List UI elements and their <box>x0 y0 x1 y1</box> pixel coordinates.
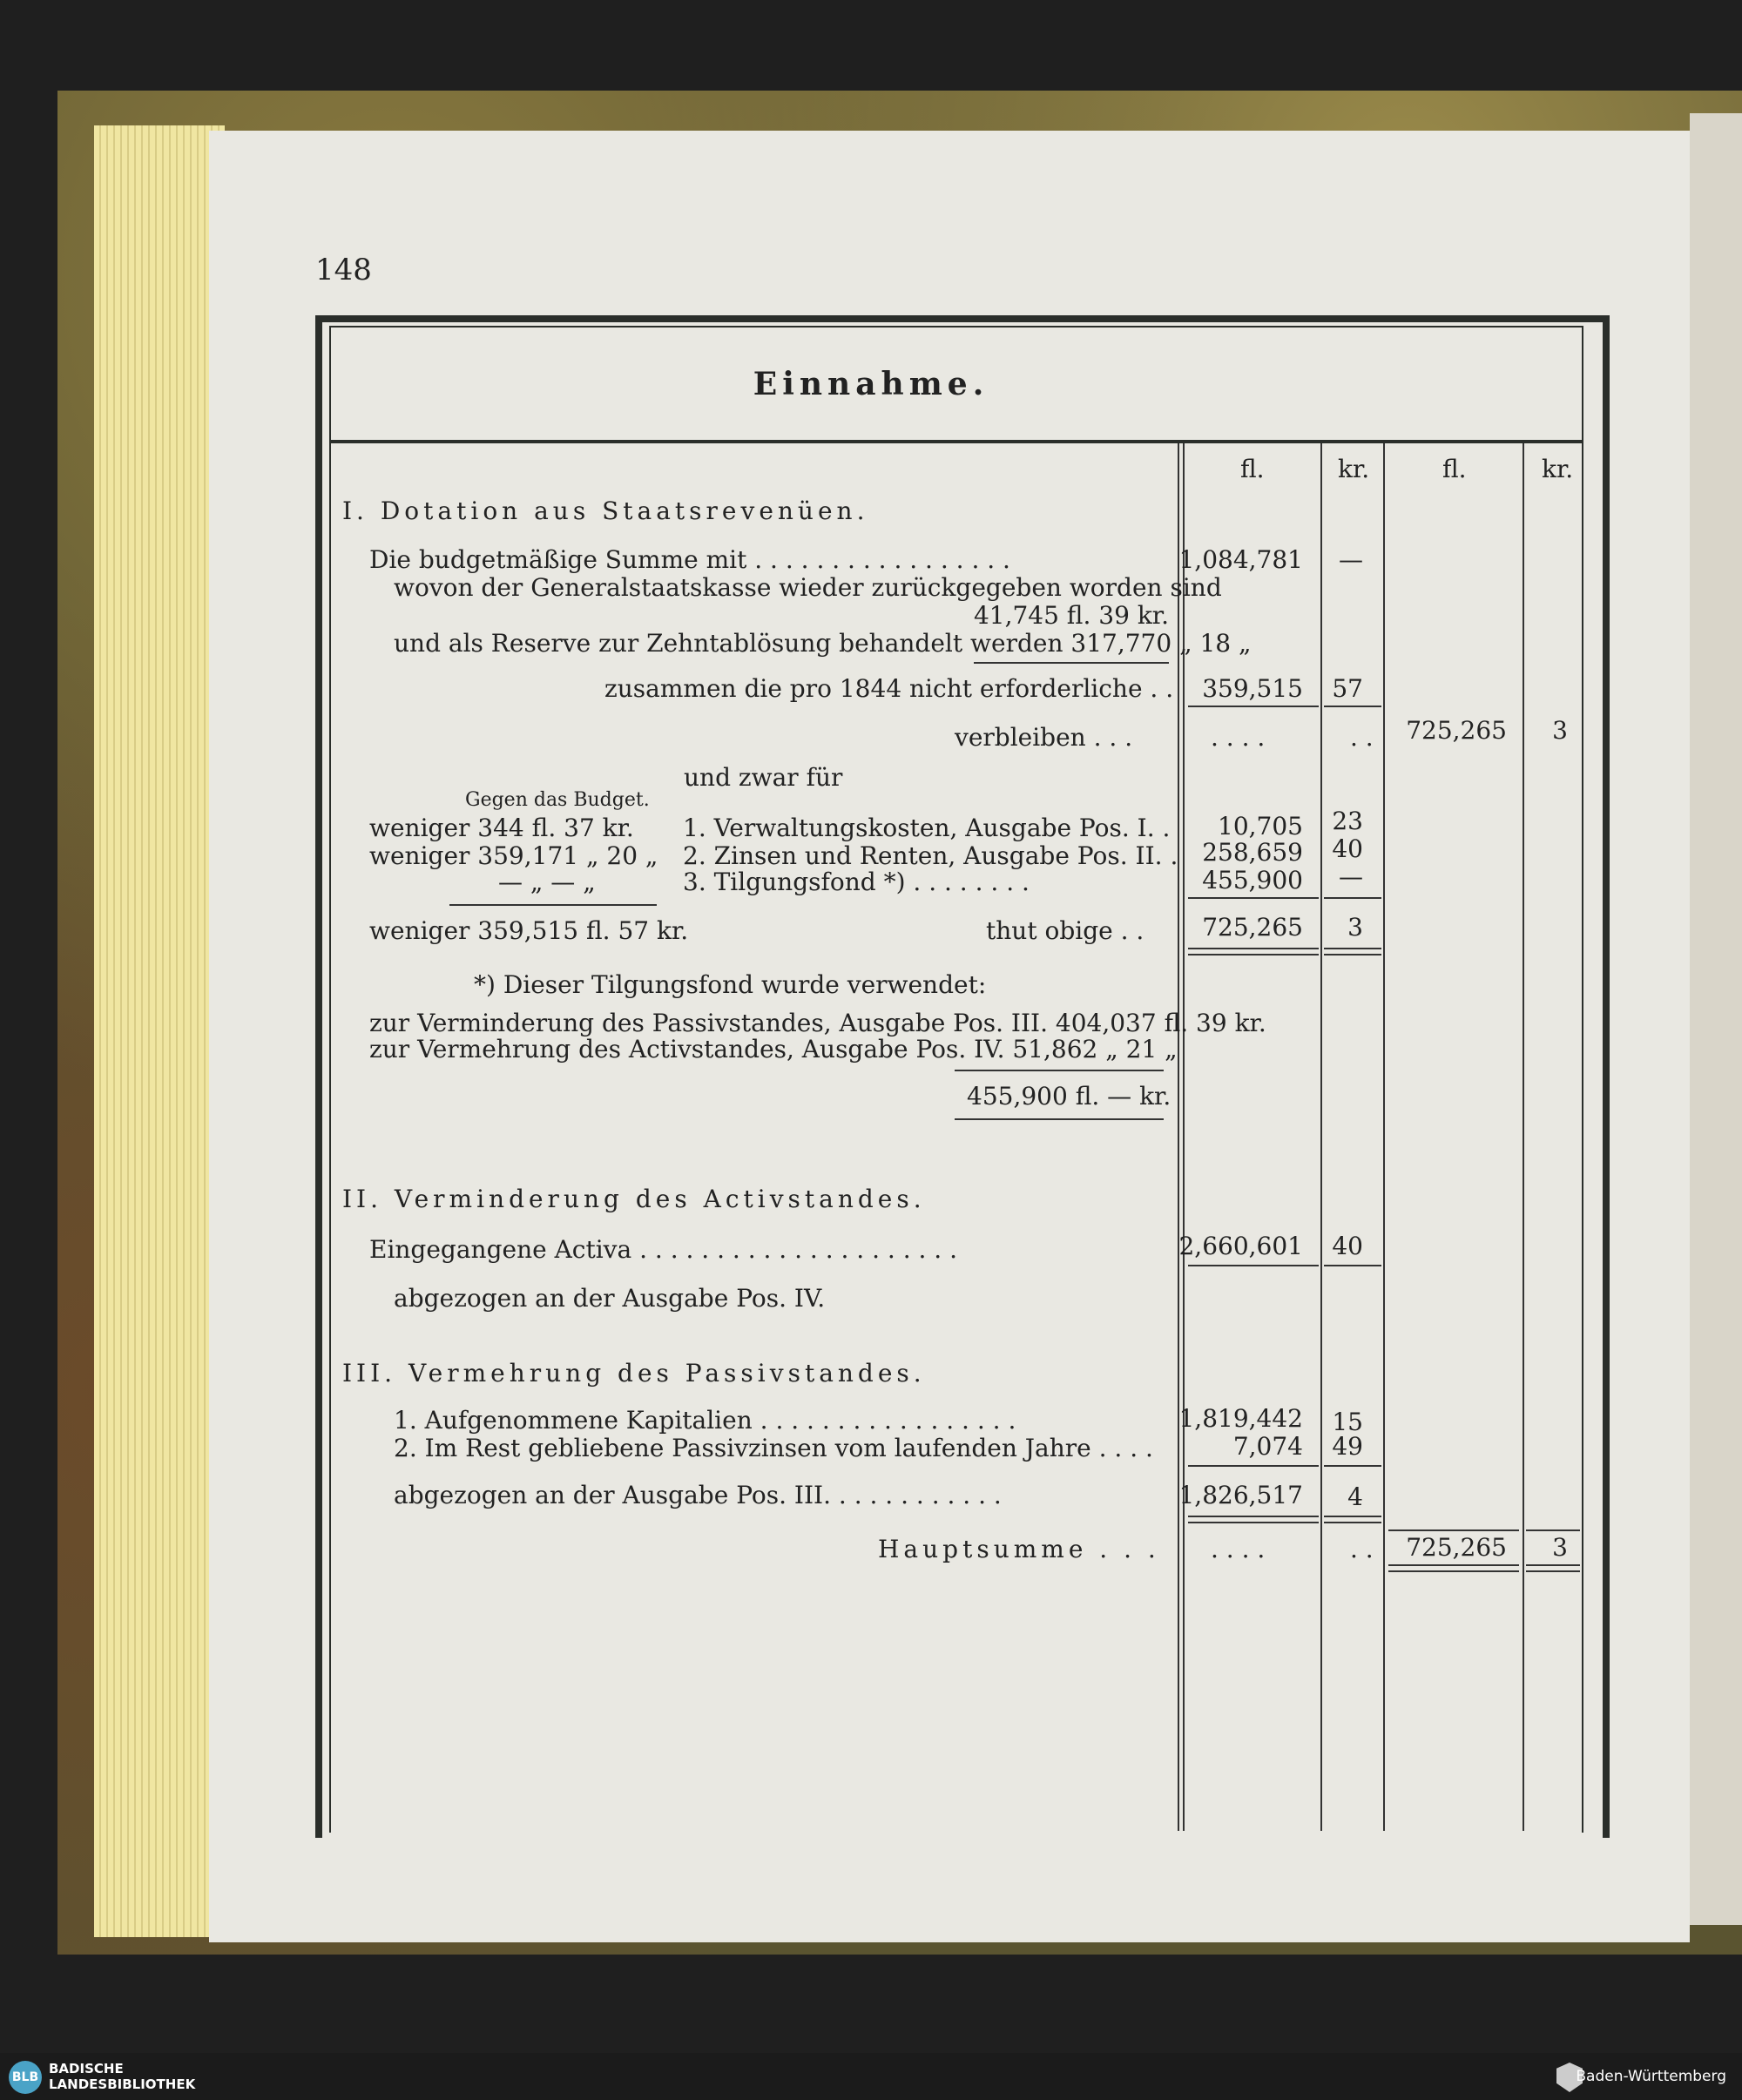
library-name <box>49 2061 195 2092</box>
sum-rule <box>449 904 657 906</box>
activa-line: Eingegangene Activa . . . . . . . . . . . . . . . . . . . . . <box>369 1235 958 1264</box>
verbleiben-dots-fl: . . . . <box>1211 723 1266 752</box>
double-rule <box>1324 1516 1381 1523</box>
sum-rule <box>1188 897 1319 899</box>
item-fl: 258,659 <box>1202 838 1303 867</box>
budget-kr: — <box>1339 545 1363 574</box>
library-name-line1: BADISCHE <box>49 2061 124 2076</box>
footer-bar <box>0 2053 1742 2100</box>
abgezogen-iii: abgezogen an der Ausgabe Pos. III. . . . . . . . . . . . <box>394 1481 1002 1509</box>
col-header-fl-total: fl. <box>1442 455 1467 483</box>
column-divider <box>1523 443 1524 1831</box>
sum-rule <box>1526 1529 1580 1531</box>
double-rule <box>1324 948 1381 955</box>
sum-rule <box>1324 1465 1381 1467</box>
sum-rule <box>1188 706 1319 707</box>
total-kr: 3 <box>1347 913 1363 942</box>
reserve-line: und als Reserve zur Zehntablösung behandelt werden 317,770 „ 18 „ <box>394 629 1252 658</box>
hauptsumme-dots-fl: . . . . <box>1211 1535 1266 1563</box>
col-header-kr-total: kr. <box>1542 455 1574 483</box>
abgezogen-fl: 1,826,517 <box>1178 1481 1303 1509</box>
sum-rule <box>1324 897 1381 899</box>
column-divider <box>1383 443 1385 1831</box>
sum-rule <box>955 1070 1164 1071</box>
library-name-line2: LANDESBIBLIOTHEK <box>49 2076 196 2092</box>
item-kr: 23 <box>1332 807 1363 835</box>
item-kr: 49 <box>1332 1432 1363 1461</box>
abgezogen-iv: abgezogen an der Ausgabe Pos. IV. <box>394 1284 826 1313</box>
header-rule <box>329 440 1582 443</box>
column-divider <box>1320 443 1322 1831</box>
note-line: zur Vermehrung des Activstandes, Ausgabe Pos. IV. 51,862 „ 21 „ <box>369 1035 1178 1064</box>
item-left: weniger 359,171 „ 20 „ <box>369 841 658 870</box>
zusammen-kr: 57 <box>1332 674 1363 703</box>
double-rule <box>1188 1516 1319 1523</box>
double-rule <box>1388 1564 1519 1572</box>
total-label: thut obige . . <box>986 916 1144 945</box>
col-header-kr: kr. <box>1338 455 1370 483</box>
section-heading: I. Dotation aus Staatsrevenüen. <box>342 496 869 525</box>
double-rule <box>1526 1564 1580 1572</box>
item-label: 2. Im Rest gebliebene Passivzinsen vom laufenden Jahre . . . . <box>394 1434 1153 1462</box>
hauptsumme-kr: 3 <box>1552 1533 1568 1562</box>
verbleiben-fl: 725,265 <box>1406 716 1507 745</box>
hauptsumme-fl: 725,265 <box>1406 1533 1507 1562</box>
item-kr: 15 <box>1332 1408 1363 1436</box>
double-rule <box>1188 948 1319 955</box>
note-total: 455,900 fl. — kr. <box>967 1082 1171 1111</box>
zusammen-line: zusammen die pro 1844 nicht erforderliche . . <box>604 674 1174 703</box>
item-label: 1. Verwaltungskosten, Ausgabe Pos. I. . <box>683 814 1171 842</box>
zwar-line: und zwar für <box>684 763 843 792</box>
sum-rule <box>1324 706 1381 707</box>
total-left: weniger 359,515 fl. 57 kr. <box>369 916 689 945</box>
item-label: 2. Zinsen und Renten, Ausgabe Pos. II. . <box>683 841 1178 870</box>
item-kr: 40 <box>1332 834 1363 863</box>
hauptsumme-label: Hauptsumme . . . <box>878 1535 1160 1563</box>
item-label: 3. Tilgungsfond *) . . . . . . . . <box>683 868 1030 896</box>
sum-rule <box>974 662 1169 664</box>
sum-rule <box>1188 1465 1319 1467</box>
blb-logo[interactable]: BLB <box>9 2061 42 2094</box>
state-name[interactable]: Baden-Württemberg <box>1576 2068 1726 2085</box>
item-left: weniger 344 fl. 37 kr. <box>369 814 634 842</box>
activa-fl: 2,660,601 <box>1178 1232 1303 1260</box>
item-fl: 455,900 <box>1202 866 1303 895</box>
item-left: — „ — „ <box>498 868 596 896</box>
total-fl: 725,265 <box>1202 913 1303 942</box>
col-header-fl: fl. <box>1240 455 1265 483</box>
budget-fl: 1,084,781 <box>1178 545 1303 574</box>
verbleiben-dots-kr: . . <box>1350 723 1374 752</box>
budget-line: Die budgetmäßige Summe mit . . . . . . . . . . . . . . . . . <box>369 545 1010 574</box>
sum-rule <box>1324 1265 1381 1266</box>
hauptsumme-dots-kr: . . <box>1350 1535 1374 1563</box>
wovon-amount: 41,745 fl. 39 kr. <box>973 601 1169 630</box>
page-number: 148 <box>315 253 372 287</box>
wovon-line: wovon der Generalstaatskasse wieder zurückgegeben worden sind <box>394 573 1222 602</box>
item-label: 1. Aufgenommene Kapitalien . . . . . . . . . . . . . . . . . <box>394 1406 1016 1435</box>
section-heading: II. Verminderung des Activstandes. <box>342 1185 926 1213</box>
section-heading: III. Vermehrung des Passivstandes. <box>342 1359 926 1388</box>
verbleiben-kr: 3 <box>1552 716 1568 745</box>
item-fl: 10,705 <box>1218 812 1303 841</box>
sum-rule <box>1188 1265 1319 1266</box>
sum-rule <box>955 1118 1164 1120</box>
activa-kr: 40 <box>1332 1232 1363 1260</box>
gegen-budget-label: Gegen das Budget. <box>465 789 650 811</box>
sum-rule <box>1388 1529 1519 1531</box>
note-line: zur Verminderung des Passivstandes, Ausgabe Pos. III. 404,037 fl. 39 kr. <box>369 1009 1266 1037</box>
verbleiben-line: verbleiben . . . <box>955 723 1133 752</box>
zusammen-fl: 359,515 <box>1202 674 1303 703</box>
item-fl: 1,819,442 <box>1178 1404 1303 1433</box>
page-title: Einnahme. <box>753 366 989 402</box>
item-fl: 7,074 <box>1232 1432 1303 1461</box>
note-title: *) Dieser Tilgungsfond wurde verwendet: <box>474 970 987 999</box>
item-kr: — <box>1339 862 1363 891</box>
abgezogen-kr: 4 <box>1347 1482 1363 1511</box>
